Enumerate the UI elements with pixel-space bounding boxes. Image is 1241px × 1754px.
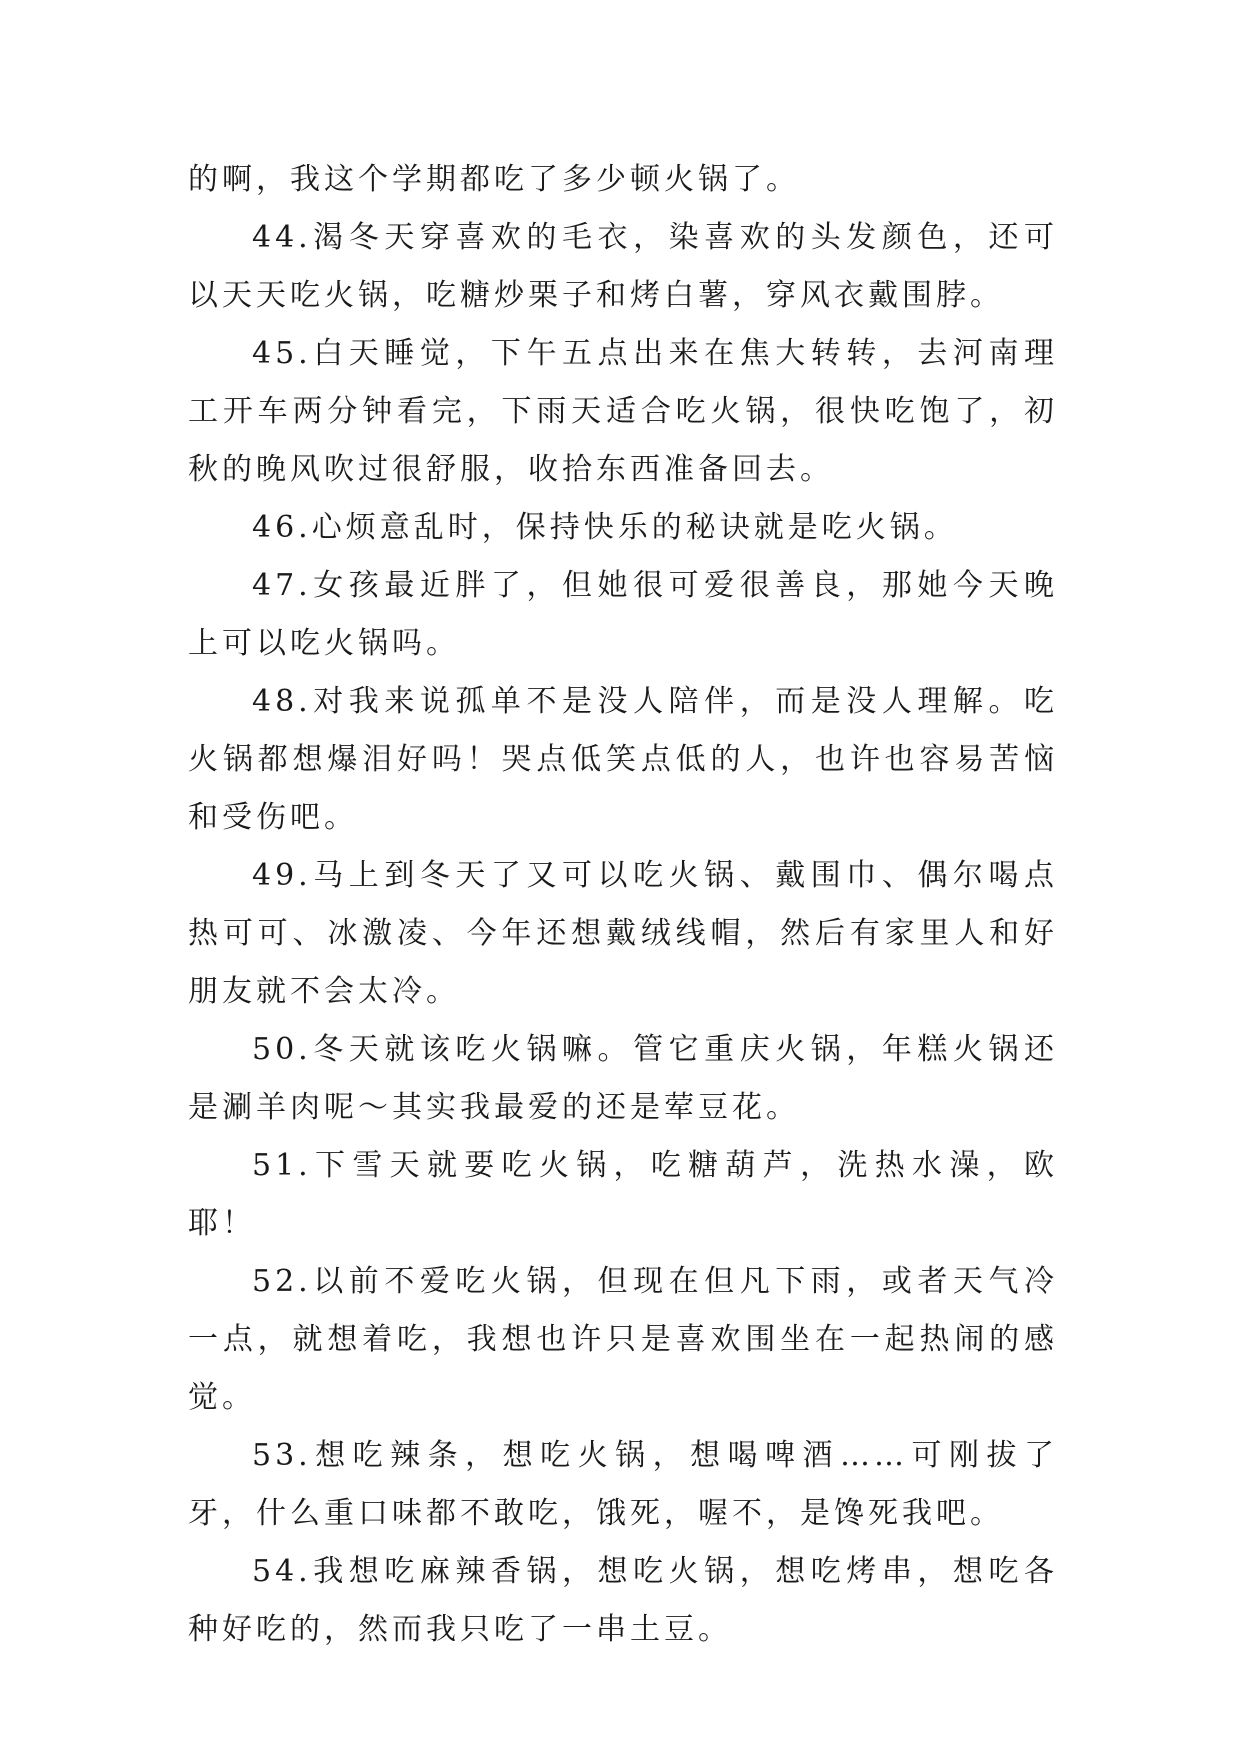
document-body — [188, 151, 1058, 1659]
paragraph-item-51: 51.下雪天就要吃火锅，吃糖葫芦，洗热水澡，欧耶！ — [188, 1148, 1058, 1241]
paragraph-item-53: 53.想吃辣条，想吃火锅，想喝啤酒……可刚拔了牙，什么重口味都不敢吃，饿死，喔不，是馋死我吧。 — [188, 1438, 1058, 1531]
paragraph-item-49: 49.马上到冬天了又可以吃火锅、戴围巾、偶尔喝点热可可、冰激凌、今年还想戴绒线帽，然后有家里人和好朋友就不会太冷。 — [188, 858, 1058, 1009]
paragraph-item-50: 50.冬天就该吃火锅嘛。管它重庆火锅，年糕火锅还是涮羊肉呢～其实我最爱的还是荤豆花。 — [188, 1032, 1058, 1125]
paragraph-item-44: 44.渴冬天穿喜欢的毛衣，染喜欢的头发颜色，还可以天天吃火锅，吃糖炒栗子和烤白薯，穿风衣戴围脖。 — [188, 220, 1058, 313]
paragraph-item-54: 54.我想吃麻辣香锅，想吃火锅，想吃烤串，想吃各种好吃的，然而我只吃了一串土豆。 — [188, 1554, 1058, 1647]
paragraph-item-48: 48.对我来说孤单不是没人陪伴，而是没人理解。吃火锅都想爆泪好吗！哭点低笑点低的人，也许也容易苦恼和受伤吧。 — [188, 684, 1058, 835]
paragraph-item-46: 46.心烦意乱时，保持快乐的秘诀就是吃火锅。 — [252, 510, 958, 545]
paragraph-item-47: 47.女孩最近胖了，但她很可爱很善良，那她今天晚上可以吃火锅吗。 — [188, 568, 1058, 661]
paragraph-item-52: 52.以前不爱吃火锅，但现在但凡下雨，或者天气冷一点，就想着吃，我想也许只是喜欢围坐在一起热闹的感觉。 — [188, 1264, 1058, 1415]
paragraph-continuation: 的啊，我这个学期都吃了多少顿火锅了。 — [188, 162, 800, 197]
paragraph-item-45: 45.白天睡觉，下午五点出来在焦大转转，去河南理工开车两分钟看完，下雨天适合吃火锅，很快吃饱了，初秋的晚风吹过很舒服，收拾东西准备回去。 — [188, 336, 1058, 487]
